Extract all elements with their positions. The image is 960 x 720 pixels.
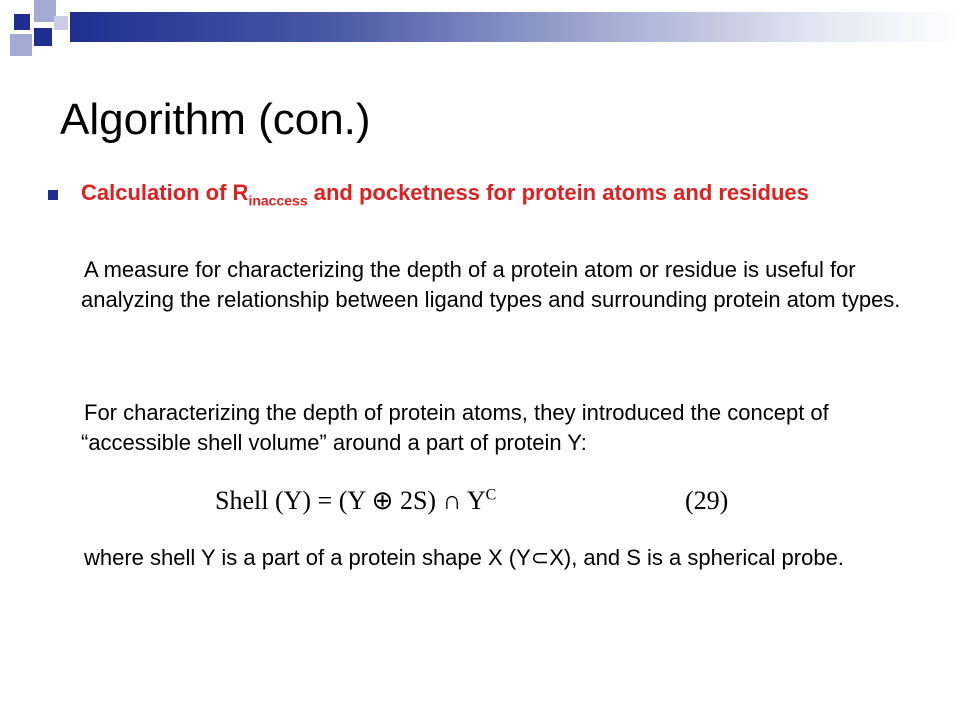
shell-formula [215, 478, 755, 528]
square-bullet-icon [48, 190, 58, 200]
bullet-heading-post: and pocketness for protein atoms and residues [307, 180, 809, 205]
corner-square-dark [14, 14, 30, 30]
formula-expression [215, 486, 496, 516]
paragraph-accessible-shell: For characterizing the depth of protein atoms, they introduced the concept of “accessible shell volume” around a part of protein Y: [81, 400, 829, 455]
bullet-heading-pre: Calculation of R [81, 180, 249, 205]
corner-square-light [34, 0, 56, 22]
formula-body: (Y) = (Y ⊕ 2S) ∩ Y [274, 486, 486, 515]
bullet-heading [81, 178, 901, 208]
slide-title: Algorithm (con.) [60, 95, 371, 144]
formula-superscript: C [485, 486, 497, 504]
bullet-heading-subscript: inaccess [248, 192, 308, 209]
paragraph-shell-definition: where shell Y is a part of a protein shape X (Y⊂X), and S is a spherical probe. [84, 545, 844, 570]
corner-square-dark [34, 28, 52, 46]
paragraph-depth-measure: A measure for characterizing the depth of a protein atom or residue is useful for analyzing the relationship between ligand types and surrounding protein atom types. [81, 257, 901, 312]
formula-shell-word: Shell [215, 486, 269, 515]
corner-square-light [54, 16, 68, 30]
equation-number: (29) [685, 486, 729, 515]
corner-square-light [10, 34, 32, 56]
header-gradient-bar [70, 12, 960, 42]
